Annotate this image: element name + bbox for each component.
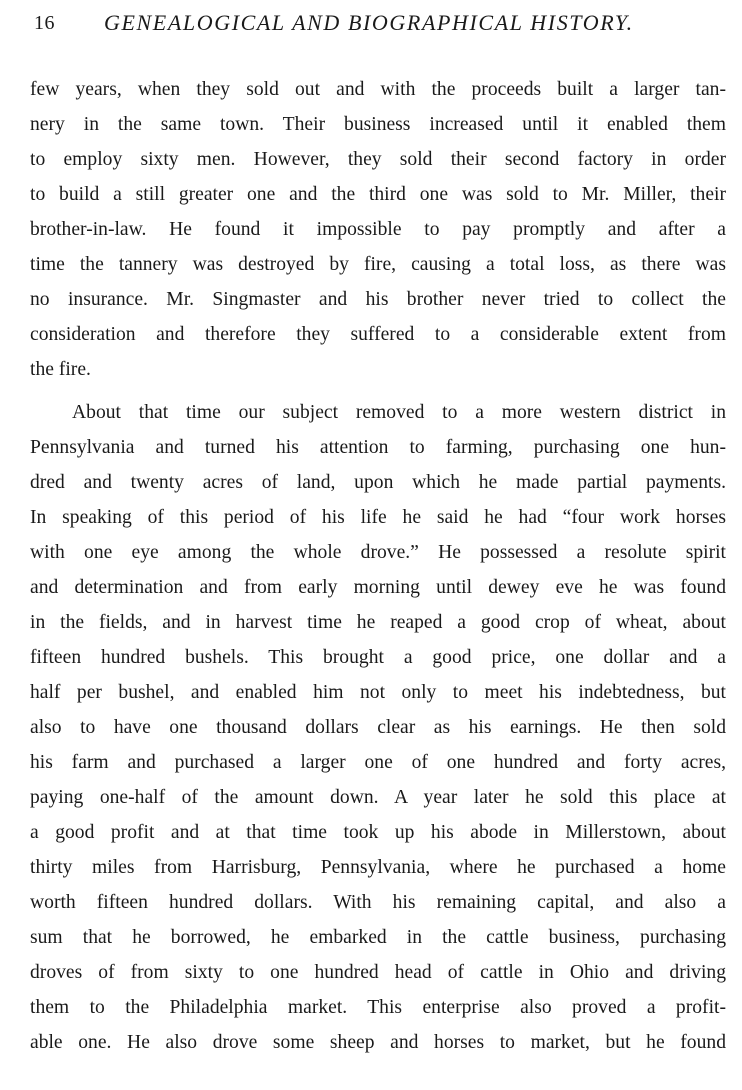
text-line: Pennsylvania and turned his attention to farming, purchasing one hun- xyxy=(30,437,726,458)
page-header xyxy=(34,10,694,46)
text-line: consideration and therefore they suffered to a considerable extent from xyxy=(30,324,726,345)
text-line: time the tannery was destroyed by fire, causing a total loss, as there was xyxy=(30,254,726,275)
text-line: In speaking of this period of his life he said he had “four work horses xyxy=(30,507,726,528)
text-line: the fire. xyxy=(30,359,91,380)
body-text xyxy=(30,72,726,1060)
text-line: to build a still greater one and the third one was sold to Mr. Miller, their xyxy=(30,184,726,205)
text-line: able one. He also drove some sheep and horses to market, but he found xyxy=(30,1032,726,1053)
text-line: sum that he borrowed, he embarked in the cattle business, purchasing xyxy=(30,927,726,948)
text-line: no insurance. Mr. Singmaster and his brother never tried to collect the xyxy=(30,289,726,310)
text-line: paying one-half of the amount down. A year later he sold this place at xyxy=(30,787,726,808)
text-line: thirty miles from Harrisburg, Pennsylvania, where he purchased a home xyxy=(30,857,726,878)
text-line: About that time our subject removed to a more western district in xyxy=(72,402,726,423)
text-line: nery in the same town. Their business increased until it enabled them xyxy=(30,114,726,135)
text-line: droves of from sixty to one hundred head of cattle in Ohio and driving xyxy=(30,962,726,983)
text-line: half per bushel, and enabled him not only to meet his indebtedness, but xyxy=(30,682,726,703)
text-line: fifteen hundred bushels. This brought a good price, one dollar and a xyxy=(30,647,726,668)
text-line: with one eye among the whole drove.” He possessed a resolute spirit xyxy=(30,542,726,563)
text-line: few years, when they sold out and with the proceeds built a larger tan- xyxy=(30,79,726,100)
text-line: brother-in-law. He found it impossible to pay promptly and after a xyxy=(30,219,726,240)
text-line: in the fields, and in harvest time he reaped a good crop of wheat, about xyxy=(30,612,726,633)
running-title: GENEALOGICAL AND BIOGRAPHICAL HISTORY. xyxy=(104,10,634,35)
text-line: a good profit and at that time took up his abode in Millerstown, about xyxy=(30,822,726,843)
text-line: worth fifteen hundred dollars. With his remaining capital, and also a xyxy=(30,892,726,913)
paragraph-gap xyxy=(30,387,726,395)
text-line: also to have one thousand dollars clear as his earnings. He then sold xyxy=(30,717,726,738)
text-line: and determination and from early morning until dewey eve he was found xyxy=(30,577,726,598)
paragraph-2 xyxy=(30,395,726,1060)
page-number: 16 xyxy=(34,12,55,34)
text-line: dred and twenty acres of land, upon which he made partial payments. xyxy=(30,472,726,493)
text-line: his farm and purchased a larger one of one hundred and forty acres, xyxy=(30,752,726,773)
text-line: them to the Philadelphia market. This enterprise also proved a profit- xyxy=(30,997,726,1018)
paragraph-1 xyxy=(30,72,726,387)
text-line: to employ sixty men. However, they sold their second factory in order xyxy=(30,149,726,170)
